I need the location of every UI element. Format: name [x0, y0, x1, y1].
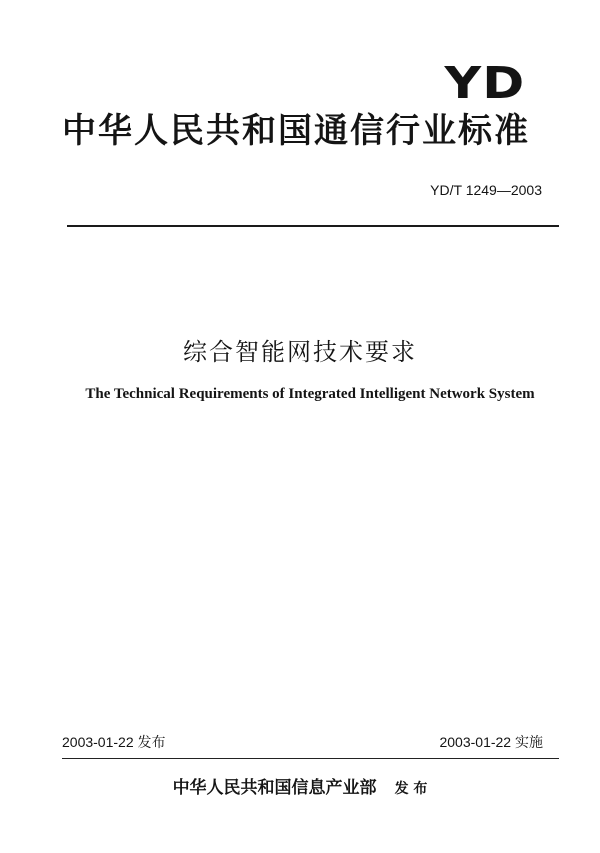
header-divider: [67, 225, 559, 227]
yd-logo: YD: [444, 58, 525, 109]
standard-number: YD/T 1249—2003: [430, 182, 542, 198]
document-title-english: The Technical Requirements of Integrated Intelligent Network System: [85, 386, 535, 402]
document-title-chinese: 综合智能网技术要求: [183, 338, 417, 366]
issue-date: 2003-01-22 发布: [62, 734, 166, 750]
footer-divider: [62, 758, 559, 759]
implementation-date: 2003-01-22 实施: [439, 734, 543, 750]
publisher-name: 中华人民共和国信息产业部: [172, 778, 377, 798]
publish-label: 发 布: [394, 781, 428, 797]
standard-category-title: 中华人民共和国通信行业标准: [62, 111, 530, 151]
publisher-line: [0, 780, 600, 797]
